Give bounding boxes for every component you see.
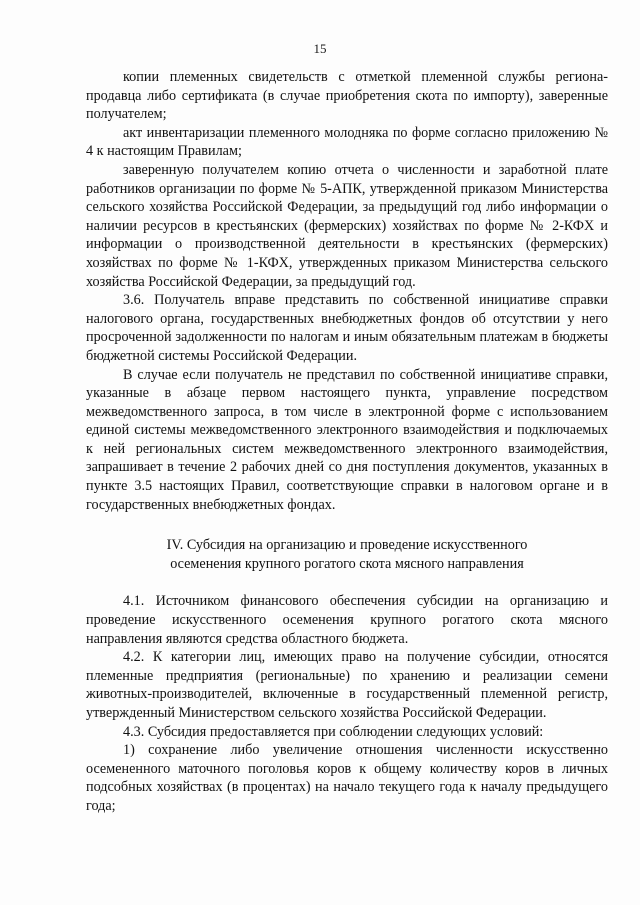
paragraph-4-2: 4.2. К категории лиц, имеющих право на получение субсидии, относятся племенные предприятия (региональные) по хранению и реализации семени животных-производителей, включенные в государственный племенной регистр, утвержденный Министерством сельского хозяйства Российской Федерации. [86, 649, 608, 721]
paragraph-3-6: 3.6. Получатель вправе представить по собственной инициативе справки налогового органа, государственных внебюджетных фондов об отсутствии у него просроченной задолженности по налогам и иным обязательным платежам в бюджеты бюджетной системы Российской Федерации. [86, 292, 608, 364]
section-title-line-2: осеменения крупного рогатого скота мясного направления [170, 555, 524, 572]
section-title [86, 536, 608, 573]
paragraph-4-1: 4.1. Источником финансового обеспечения субсидии на организацию и проведение искусственного осеменения крупного рогатого скота мясного направления являются средства областного бюджета. [86, 593, 608, 647]
paragraph-inventory-act: акт инвентаризации племенного молодняка по форме согласно приложению № 4 к настоящим Правилам; [86, 124, 608, 160]
page-number: 15 [313, 41, 327, 56]
paragraph-4-3: 4.3. Субсидия предоставляется при соблюдении следующих условий: [123, 723, 544, 740]
section-title-line-1: IV. Субсидия на организацию и проведение искусственного [166, 537, 528, 554]
paragraph-interagency-request: В случае если получатель не представил по собственной инициативе справки, указанные в абзаце первом настоящего пункта, управление посредством межведомственного запроса, в том числе в электронной форме с использованием единой системы межведомственного электронного взаимодействия и подключаемых к ней региональных систем межведомственного электронного взаимодействия, запрашивает в течение 2 рабочих дней со дня поступления документов, указанных в пункте 3.5 настоящих Правил, соответствующие справки в налоговом органе и в государственных внебюджетных фондах. [86, 366, 608, 513]
paragraph-employee-report: заверенную получателем копию отчета о численности и заработной плате работников организации по форме № 5-АПК, утвержденной приказом Министерства сельского хозяйства Российской Федерации, за предыдущий год либо информации о наличии ресурсов в крестьянских (фермерских) хозяйствах по форме № 2-КФХ и информации о производственной деятельности в крестьянских (фермерских) хозяйствах по форме № 1-КФХ, утвержденных приказом Министерства сельского хозяйства Российской Федерации, за предыдущий год. [86, 161, 608, 290]
document-body [86, 68, 608, 816]
paragraph-condition-1: 1) сохранение либо увеличение отношения численности искусственно осемененного маточного поголовья коров к общему количеству коров в личных подсобных хозяйствах (в процентах) на начало текущего года к началу предыдущего года; [86, 742, 608, 814]
paragraph-breeding-certificates: копии племенных свидетельств с отметкой племенной службы региона-продавца либо сертификата (в случае приобретения скота по импорту), заверенные получателем; [86, 69, 608, 123]
